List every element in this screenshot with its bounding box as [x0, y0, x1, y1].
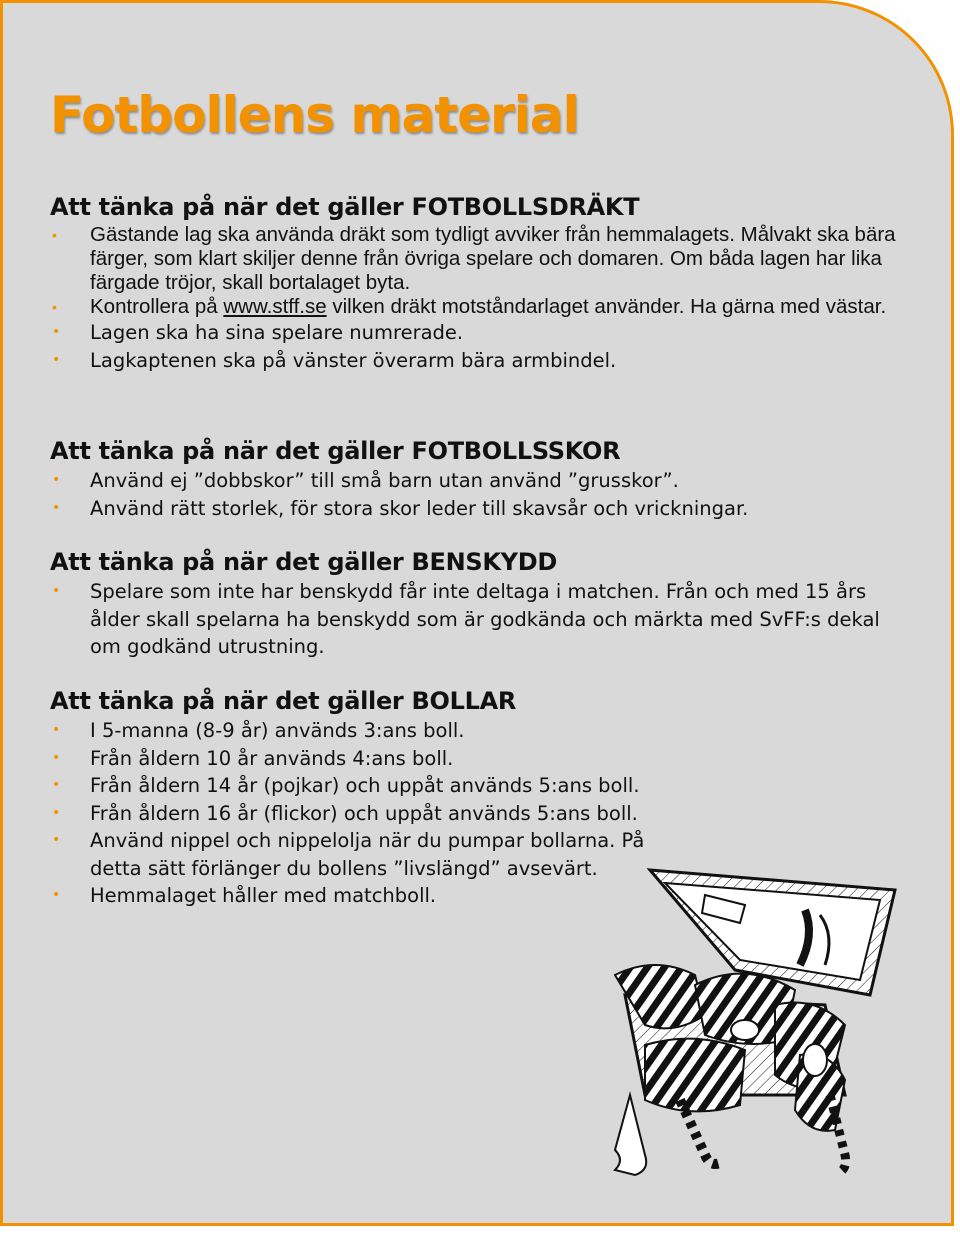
bullet-list	[50, 223, 910, 374]
bullet-icon: •	[52, 499, 61, 516]
list-item: • Använd ej ”dobbskor” till små barn utan använd ”grusskor”.	[50, 467, 910, 495]
list-item: • Hemmalaget håller med matchboll.	[50, 882, 910, 910]
list-item: • Spelare som inte har benskydd får inte deltaga i matchen. Från och med 15 års ålder skall spelarna ha benskydd som är godkända och märkta med SvFF:s dekal om godkänd utrustning.	[52, 580, 880, 658]
section-heading: Att tänka på när det gäller FOTBOLLSSKOR	[50, 437, 621, 465]
bullet-icon: •	[52, 351, 61, 368]
section-fotbollsdrakt	[50, 193, 910, 374]
list-item: • Gästande lag ska använda dräkt som tydligt avviker från hemmalagets. Målvakt ska bära färger, som klart skiljer denne från övriga spelare och domaren. Om båda lagen har lika färgade tröjor, skall bortalaget byta.	[52, 223, 896, 294]
section-heading: Att tänka på när det gäller FOTBOLLSDRÄKT	[50, 193, 640, 221]
bullet-icon: •	[52, 227, 57, 243]
section-fotbollsskor	[50, 437, 910, 522]
section-benskydd	[50, 548, 910, 661]
bullet-icon: •	[52, 324, 61, 340]
list-item: • Använd rätt storlek, för stora skor leder till skavsår och vrickningar.	[50, 495, 910, 523]
bullet-icon: •	[52, 749, 61, 766]
bullet-icon: •	[52, 299, 57, 315]
list-item: • Från åldern 14 år (pojkar) och uppåt används 5:ans boll.	[50, 772, 910, 800]
bullet-icon: •	[52, 777, 61, 793]
kit-trunk-illustration	[585, 855, 915, 1195]
bullet-icon: •	[52, 722, 61, 738]
list-item: • Från åldern 10 år används 4:ans boll.	[50, 745, 910, 773]
list-item: • Kontrollera på www.stff.se vilken dräkt motståndarlaget använder. Ha gärna med västar.	[52, 295, 887, 318]
bullet-icon: •	[52, 804, 61, 821]
list-item: • Från åldern 16 år (flickor) och uppåt används 5:ans boll.	[50, 800, 910, 828]
striped-jerseys	[615, 965, 845, 1131]
section-heading: Att tänka på när det gäller BOLLAR	[50, 687, 517, 715]
list-item: • Lagkaptenen ska på vänster överarm bära armbindel.	[50, 347, 910, 375]
bullet-list	[50, 467, 910, 522]
list-item: • Lagen ska ha sina spelare numrerade.	[50, 319, 910, 347]
stff-link[interactable]: www.stff.se	[223, 295, 327, 318]
bullet-icon: •	[52, 472, 61, 488]
bullet-icon: •	[52, 887, 61, 903]
page-title: Fotbollens material	[50, 86, 579, 144]
bullet-icon: •	[52, 583, 61, 599]
bullet-list	[50, 578, 910, 661]
list-item: • I 5-manna (8-9 år) används 3:ans boll.	[50, 717, 910, 745]
bullet-icon: •	[52, 832, 61, 848]
section-heading: Att tänka på när det gäller BENSKYDD	[50, 548, 558, 576]
list-item: • Använd nippel och nippelolja när du pumpar bollarna. På detta sätt förlänger du bollens ”livslängd” avsevärt.	[52, 829, 645, 880]
